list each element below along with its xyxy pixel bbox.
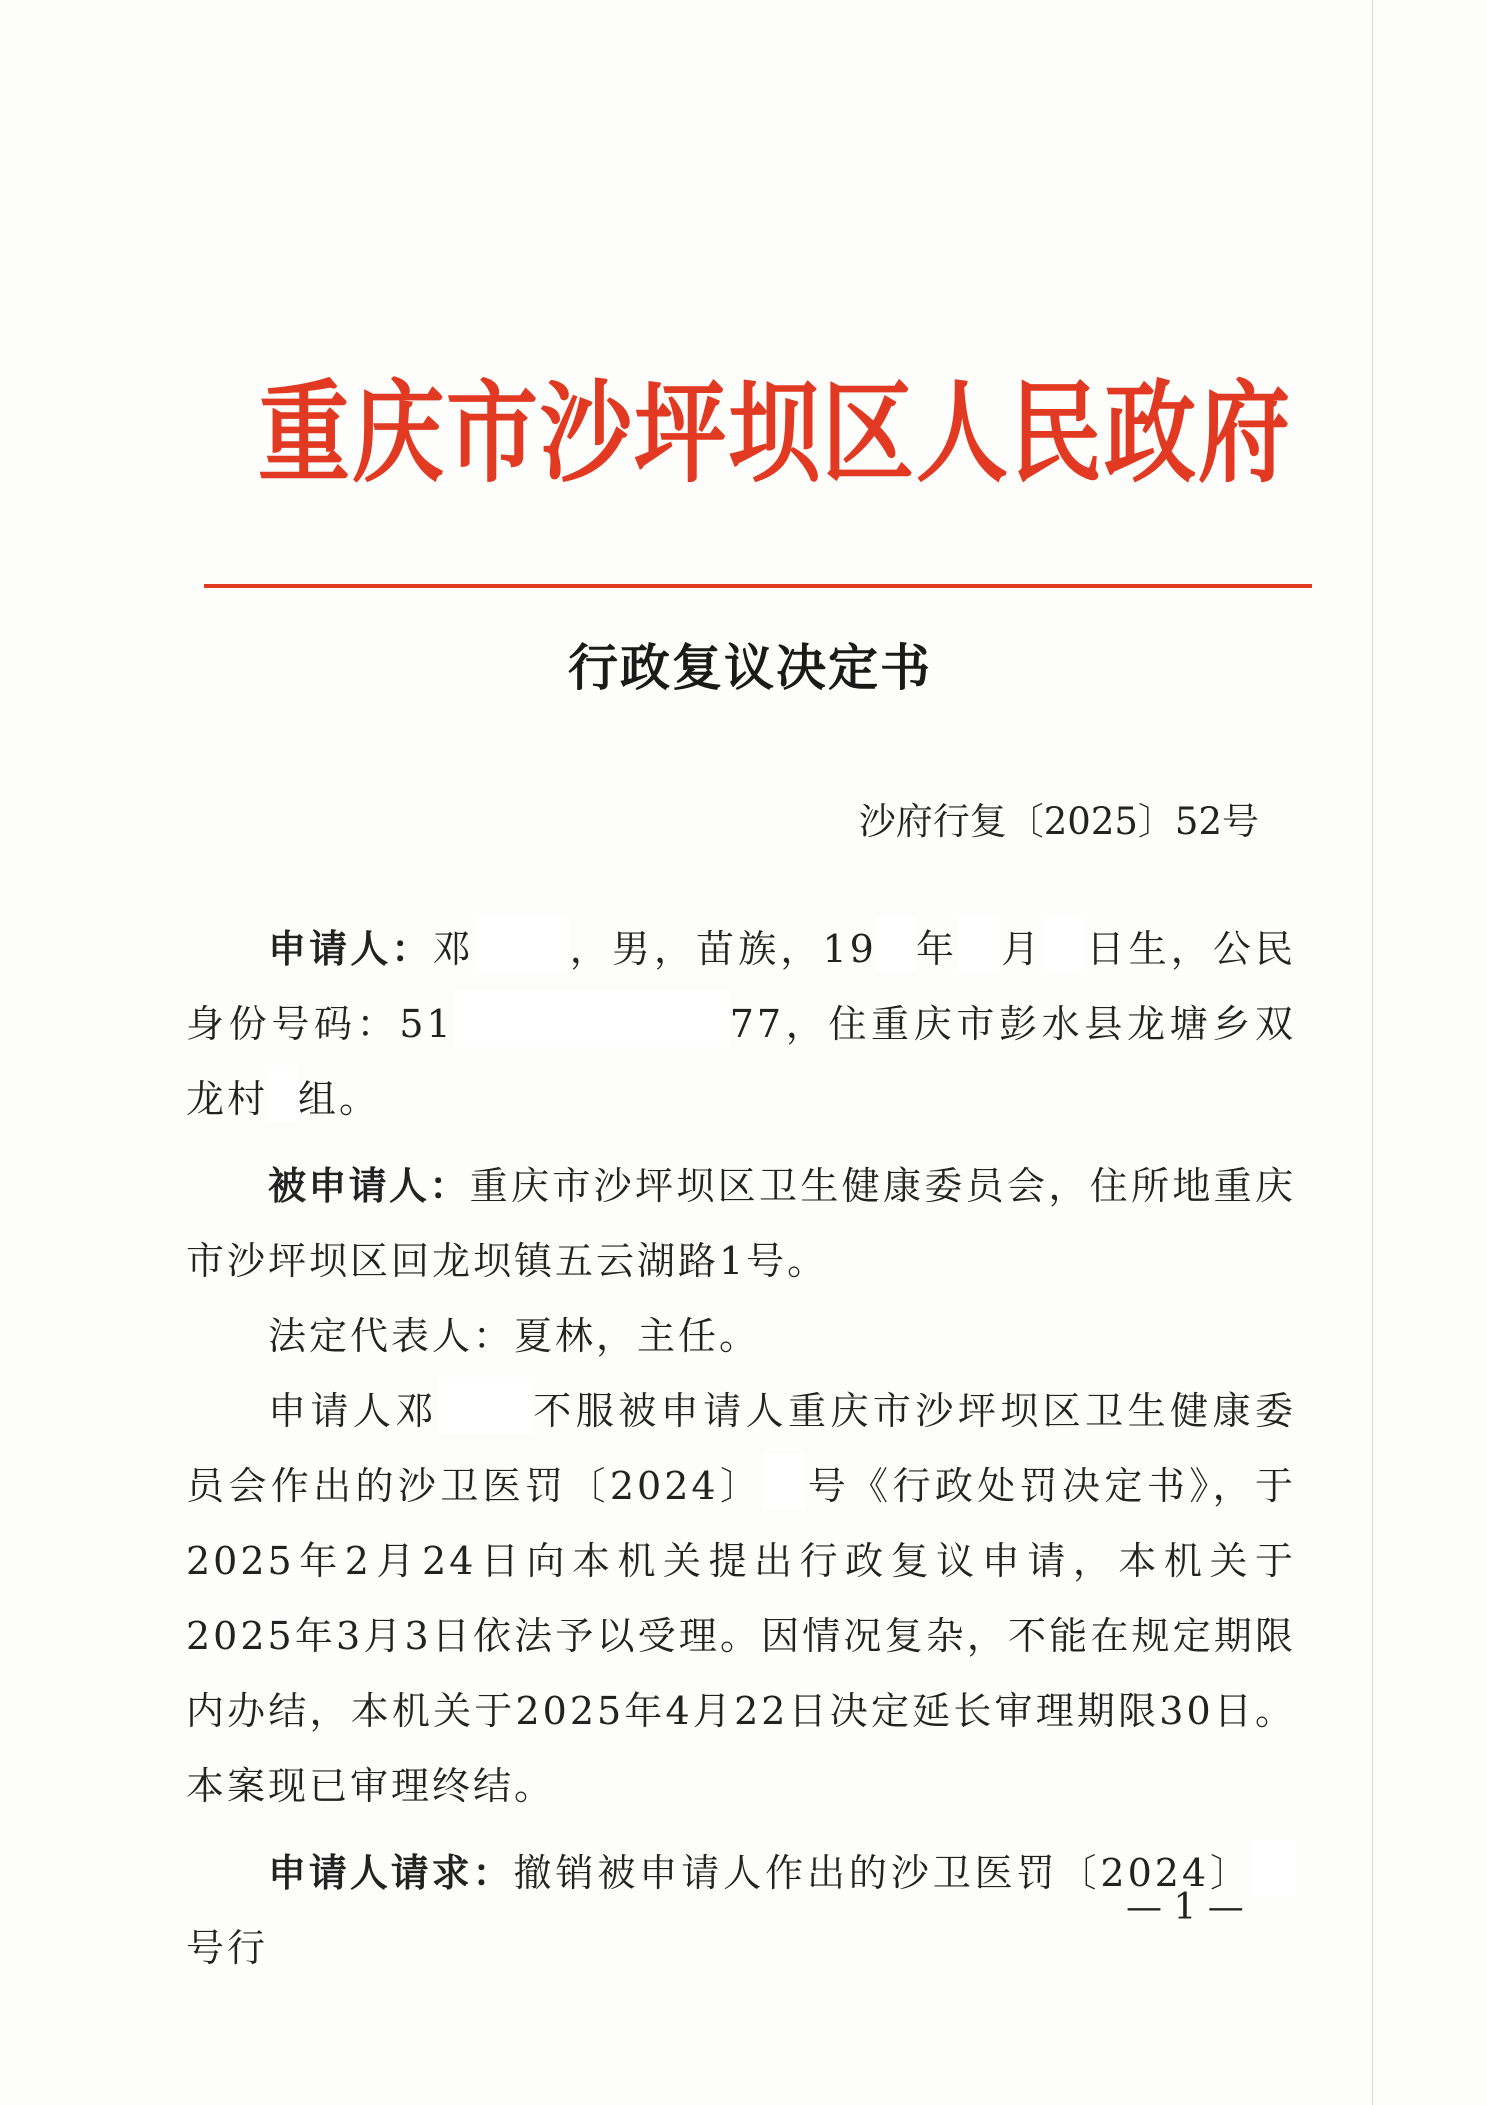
scan-edge-line (1372, 0, 1373, 2105)
respondent-paragraph (186, 1149, 1296, 1299)
redaction-box (454, 991, 730, 1047)
applicant-text: 组。 (298, 1077, 381, 1121)
legal-rep-paragraph: 法定代表人：夏林，主任。 (268, 1314, 761, 1358)
applicant-label: 申请人： (268, 927, 433, 971)
request-text: 撤销被申请人作出的沙卫医罚〔2024〕 (513, 1851, 1252, 1895)
applicant-text: 77，住重庆市彭水县龙塘乡双龙村 (186, 1002, 1297, 1121)
request-label: 申请人请求： (268, 1851, 514, 1895)
respondent-text: 重庆市沙坪坝区卫生健康委员会，住所地重庆市沙坪坝区回龙坝镇五云湖路1号。 (186, 1164, 1296, 1283)
redaction-box (1252, 1840, 1296, 1896)
redaction-box (1043, 916, 1085, 972)
applicant-text: 年 (914, 927, 959, 971)
redaction-box (475, 916, 569, 972)
case-text: 申请人邓 (268, 1389, 438, 1433)
document-number: 沙府行复〔2025〕52号 (858, 800, 1259, 843)
redaction-box (958, 916, 1000, 972)
applicant-paragraph (186, 912, 1296, 1137)
applicant-name-prefix: 邓 (432, 927, 475, 971)
case-paragraph (186, 1374, 1296, 1824)
page-number: — 1 — (1126, 1887, 1244, 1928)
redaction-box (762, 1453, 806, 1509)
redaction-box (438, 1378, 532, 1434)
respondent-label: 被申请人： (268, 1164, 470, 1208)
redaction-box (877, 916, 915, 972)
applicant-text: ，男，苗族，19 (568, 927, 877, 971)
issuer-heading: 重庆市沙坪坝区人民政府 (258, 368, 1293, 498)
applicant-text: 月 (1000, 927, 1044, 971)
document-title: 行政复议决定书 (568, 638, 932, 697)
case-text: 号《行政处罚决定书》，于2025年2月24日向本机关提出行政复议申请，本机关于2025年3月3日依法予以受理。因情况复杂，不能在规定期限内办结，本机关于2025年4月22日决定延长审理期限30日。本案现已审理终结。 (186, 1464, 1296, 1808)
redaction-box (268, 1066, 298, 1122)
document-body (186, 912, 1296, 1986)
request-text: 号行 (186, 1926, 269, 1970)
red-divider-line (204, 584, 1312, 588)
case-text: 不服被申请人重庆市沙坪坝区卫生健康委员会作出的沙卫医罚〔2024〕 (186, 1389, 1296, 1508)
applicant-text: 日生，公民身份号码：51 (186, 927, 1296, 1046)
